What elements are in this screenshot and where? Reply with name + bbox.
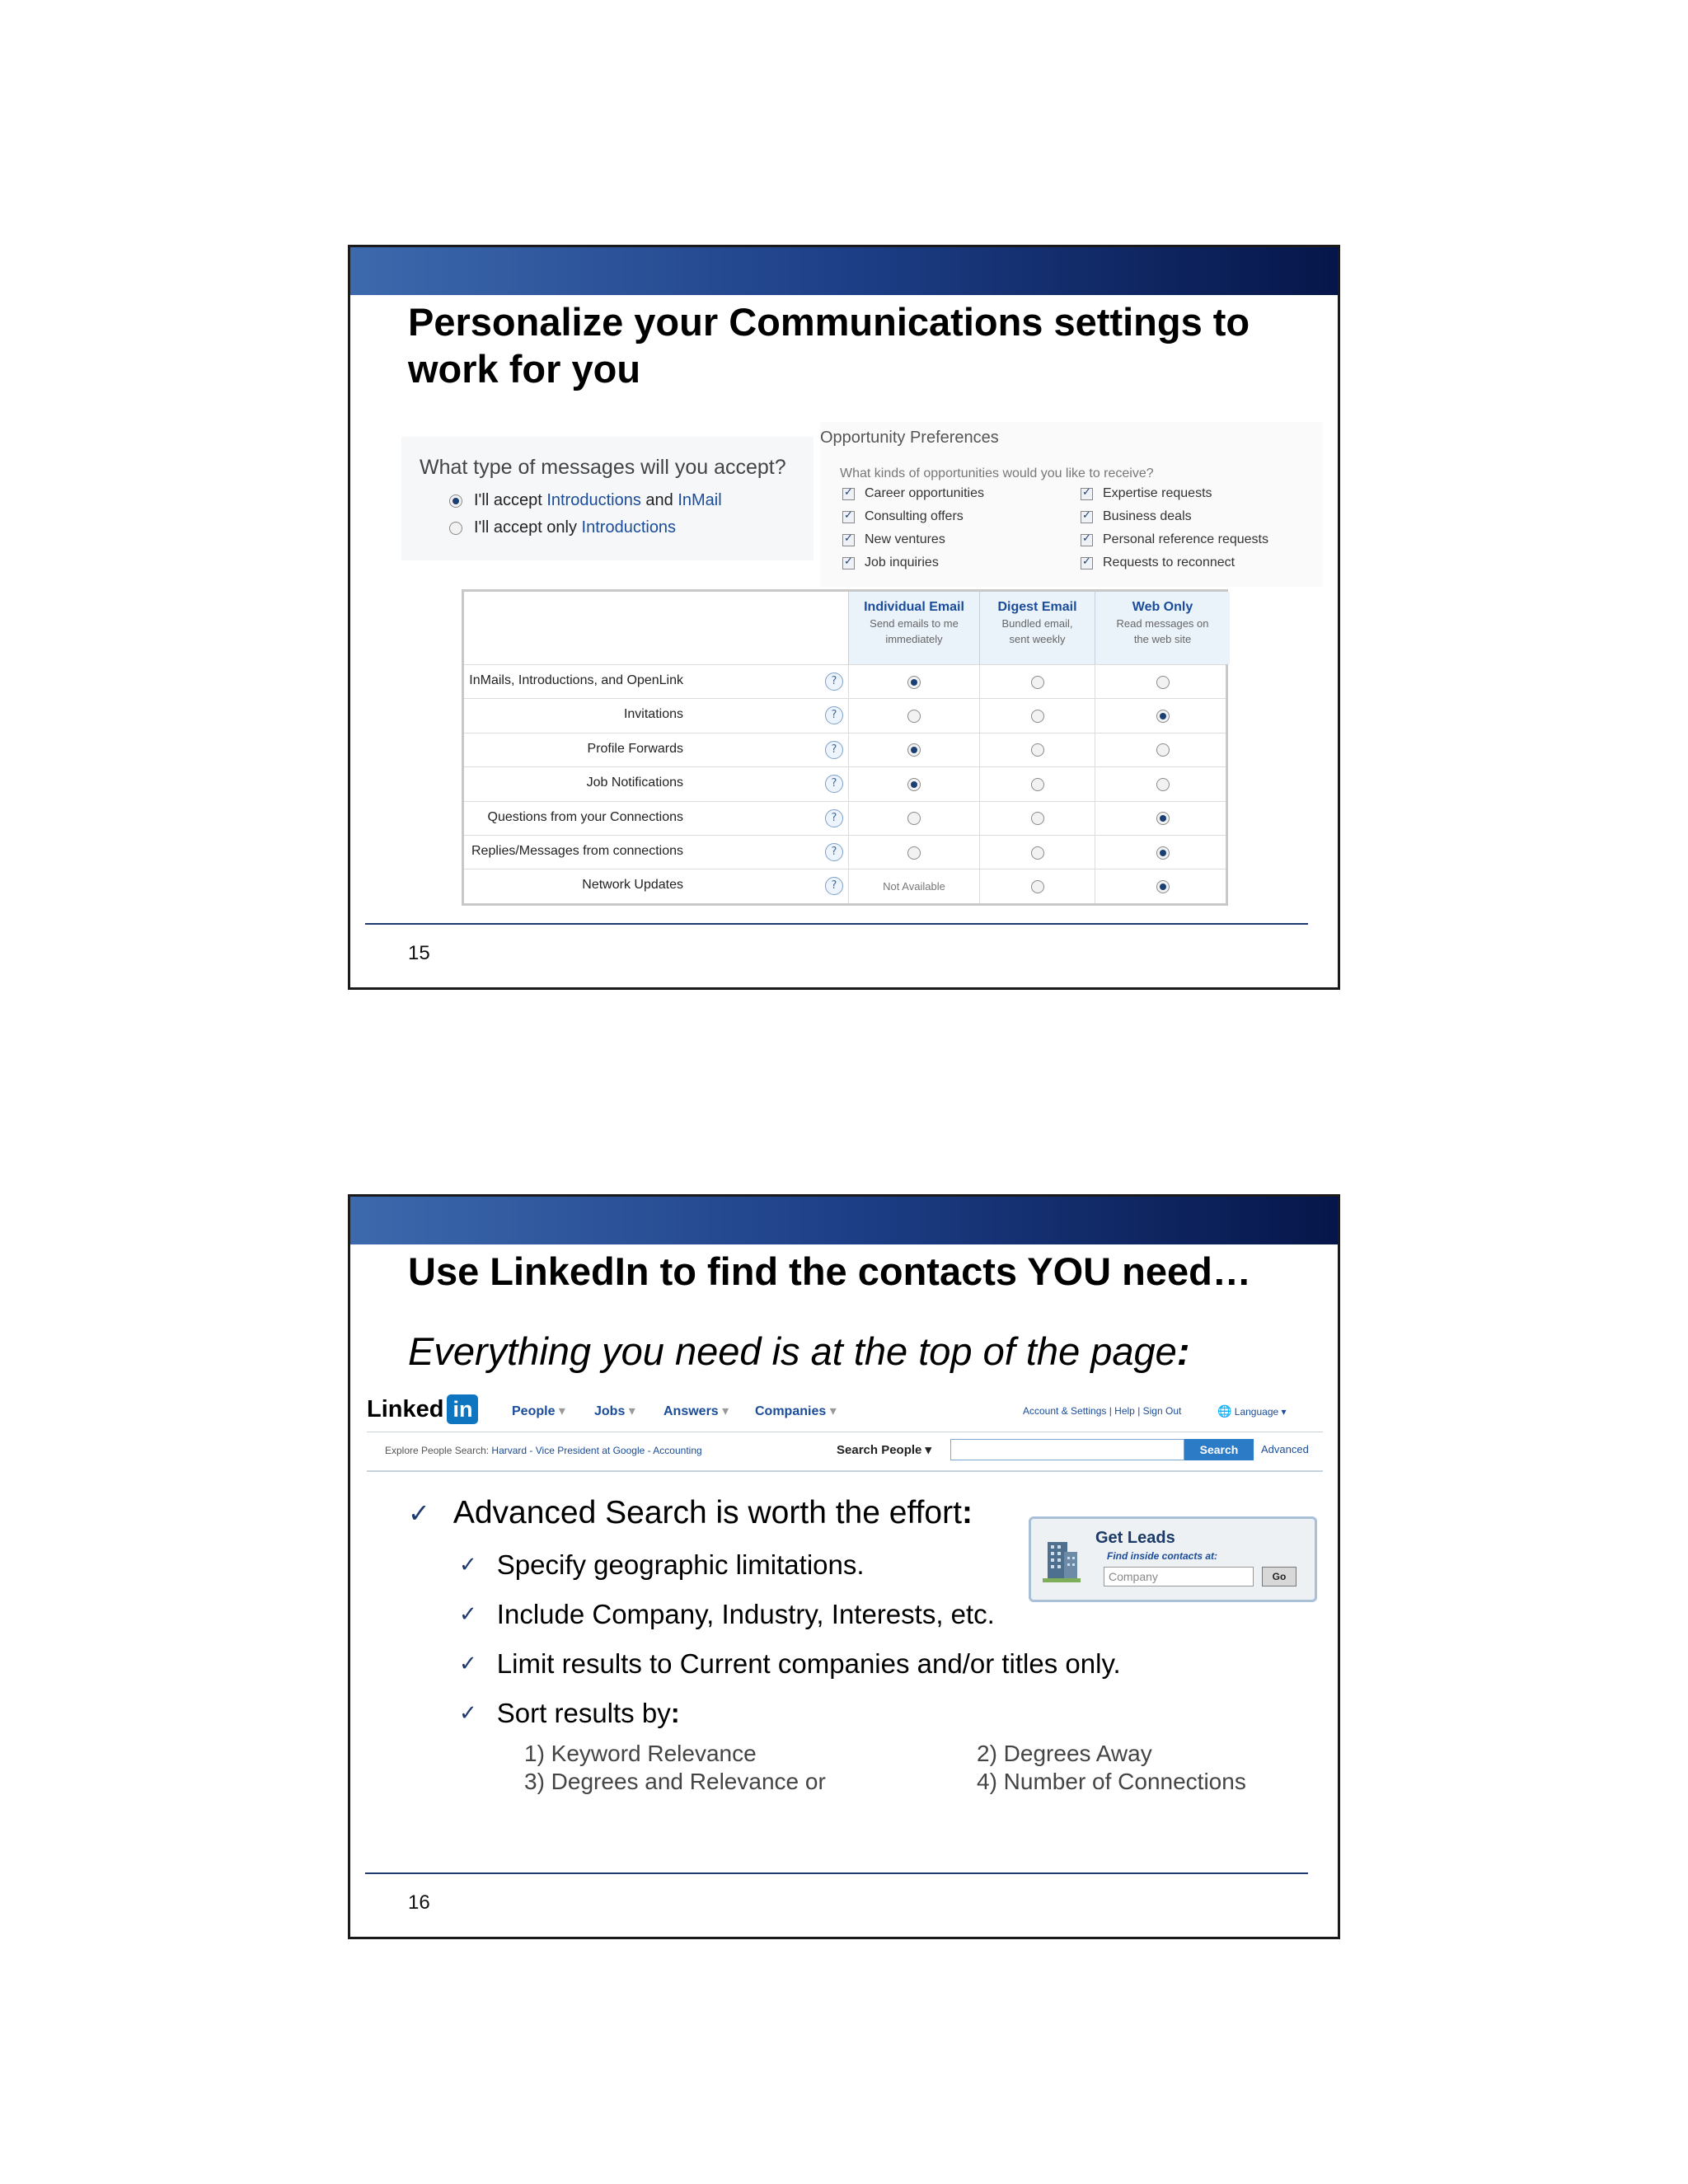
opportunity-checkbox[interactable]: ✓ Job inquiries	[842, 555, 939, 570]
page-number: 15	[408, 942, 430, 964]
radio-selected[interactable]	[1156, 880, 1170, 893]
table-cell	[979, 802, 1095, 836]
nav-people[interactable]: People ▾	[512, 1404, 565, 1418]
not-available-label: Not Available	[883, 880, 945, 893]
table-cell	[979, 733, 1095, 767]
row-label: Profile Forwards	[587, 741, 683, 756]
opportunity-checkbox[interactable]: ✓ Personal reference requests	[1081, 532, 1268, 547]
help-icon[interactable]: ?	[825, 775, 843, 793]
table-row	[464, 766, 1226, 800]
advanced-search-link[interactable]: Advanced	[1261, 1443, 1309, 1455]
help-icon[interactable]: ?	[825, 673, 843, 691]
help-icon[interactable]: ?	[825, 809, 843, 827]
accept-intro-only-option[interactable]: I'll accept only Introductions	[449, 518, 676, 537]
radio-unselected[interactable]	[1156, 743, 1170, 757]
message-type-question: What type of messages will you accept?	[420, 456, 786, 479]
opportunity-checkbox[interactable]: ✓ Expertise requests	[1081, 486, 1212, 501]
slide-header-band	[350, 1197, 1338, 1244]
slide-header-band	[350, 247, 1338, 295]
opportunity-checkbox[interactable]: ✓ Career opportunities	[842, 486, 984, 501]
table-cell	[979, 836, 1095, 869]
explore-people-search: Explore People Search: Harvard - Vice President at Google - Accounting	[385, 1445, 702, 1456]
checkmark-icon: ✓	[459, 1602, 477, 1627]
radio-selected[interactable]	[907, 676, 921, 689]
linkedin-logo[interactable]: Linked in	[367, 1394, 478, 1424]
opportunity-checkbox[interactable]: ✓ New ventures	[842, 532, 945, 547]
table-cell	[848, 836, 979, 869]
table-row	[464, 733, 1226, 766]
column-header-individual-email: Individual Email Send emails to me immediately	[848, 592, 979, 664]
sort-option: 4) Number of Connections	[977, 1769, 1246, 1794]
table-cell	[979, 699, 1095, 733]
row-label: Questions from your Connections	[487, 809, 683, 824]
nav-companies[interactable]: Companies ▾	[755, 1404, 837, 1418]
radio-selected[interactable]	[907, 778, 921, 791]
table-cell	[848, 869, 979, 903]
accept-intro-inmail-option[interactable]: I'll accept Introductions and InMail	[449, 491, 722, 510]
sub-bullet: ✓ Sort results by :	[459, 1698, 680, 1728]
search-button[interactable]: Search	[1184, 1439, 1254, 1460]
radio-unselected[interactable]	[1031, 710, 1044, 723]
radio-selected[interactable]	[907, 743, 921, 757]
checkmark-icon: ✓	[459, 1652, 477, 1676]
help-icon[interactable]: ?	[825, 741, 843, 759]
slide-title: Use LinkedIn to find the contacts YOU need…	[408, 1249, 1251, 1293]
sort-option: 3) Degrees and Relevance or	[524, 1769, 826, 1794]
table-row	[464, 869, 1226, 902]
help-icon[interactable]: ?	[825, 706, 843, 724]
sub-bullet: ✓ Limit results to Current companies and/or titles only.	[459, 1648, 1121, 1679]
table-row	[464, 835, 1226, 869]
row-label: Job Notifications	[586, 776, 683, 790]
help-icon[interactable]: ?	[825, 843, 843, 861]
help-icon[interactable]: ?	[825, 877, 843, 895]
table-cell	[1095, 699, 1230, 733]
table-row	[464, 801, 1226, 835]
radio-unselected[interactable]	[907, 846, 921, 860]
table-cell	[1095, 802, 1230, 836]
nav-answers[interactable]: Answers ▾	[663, 1404, 729, 1418]
search-scope-select[interactable]: Search People ▾	[837, 1443, 932, 1457]
table-cell	[979, 869, 1095, 903]
checkmark-icon: ✓	[459, 1553, 477, 1577]
account-links[interactable]: Account & Settings | Help | Sign Out	[1023, 1405, 1182, 1417]
opportunity-checkbox[interactable]: ✓ Requests to reconnect	[1081, 555, 1235, 570]
checkbox-checked[interactable]	[842, 557, 855, 569]
delivery-preferences-table	[462, 589, 1228, 906]
checkmark-icon: ✓	[408, 1497, 430, 1529]
row-label: Network Updates	[582, 878, 683, 893]
table-cell	[1095, 665, 1230, 699]
checkbox-checked[interactable]	[1081, 511, 1093, 523]
radio-unselected[interactable]	[1031, 880, 1044, 893]
table-cell	[979, 665, 1095, 699]
checkbox-checked[interactable]	[842, 488, 855, 500]
footer-rule	[365, 923, 1308, 925]
table-cell	[1095, 733, 1230, 767]
radio-unselected[interactable]	[1031, 778, 1044, 791]
row-label: Replies/Messages from connections	[471, 844, 683, 858]
nav-jobs[interactable]: Jobs ▾	[594, 1404, 635, 1418]
checkmark-icon: ✓	[459, 1701, 477, 1726]
sub-bullet: ✓ Include Company, Industry, Interests, etc.	[459, 1599, 995, 1629]
language-menu[interactable]: 🌐 Language ▾	[1217, 1405, 1287, 1418]
table-row	[464, 698, 1226, 732]
slide-15	[348, 245, 1340, 990]
checkbox-checked[interactable]	[842, 511, 855, 523]
radio-unselected[interactable]	[1031, 676, 1044, 689]
search-input[interactable]	[950, 1439, 1184, 1460]
table-cell	[1095, 869, 1230, 903]
radio-unselected[interactable]	[1156, 778, 1170, 791]
sort-option: 1) Keyword Relevance	[524, 1741, 757, 1766]
table-cell	[1095, 836, 1230, 869]
radio-unselected[interactable]	[1156, 676, 1170, 689]
row-label: Invitations	[623, 707, 683, 722]
slide-16	[348, 1194, 1340, 1939]
checkbox-checked[interactable]	[842, 534, 855, 546]
radio-unselected[interactable]	[907, 710, 921, 723]
table-cell	[848, 699, 979, 733]
checkbox-checked[interactable]	[1081, 534, 1093, 546]
checkbox-checked[interactable]	[1081, 488, 1093, 500]
go-button[interactable]: Go	[1262, 1567, 1296, 1586]
table-cell	[848, 802, 979, 836]
radio-selected[interactable]	[1156, 812, 1170, 825]
radio-unselected[interactable]	[907, 812, 921, 825]
table-cell	[848, 665, 979, 699]
table-cell	[979, 767, 1095, 801]
slide-subtitle: Everything you need is at the top of the page:	[408, 1329, 1190, 1373]
sort-option: 2) Degrees Away	[977, 1741, 1152, 1766]
get-leads-widget: Get Leads Find inside contacts at: Company Go	[1029, 1516, 1317, 1602]
opportunity-checkbox[interactable]: ✓ Business deals	[1081, 509, 1192, 524]
company-input[interactable]: Company	[1104, 1567, 1254, 1586]
main-bullet: ✓ Advanced Search is worth the effort :	[408, 1495, 973, 1530]
table-cell	[1095, 767, 1230, 801]
opportunity-title: Opportunity Preferences	[820, 429, 999, 447]
page-number: 16	[408, 1891, 430, 1914]
column-header-digest-email: Digest Email Bundled email, sent weekly	[979, 592, 1095, 664]
radio-selected[interactable]	[449, 494, 462, 508]
table-cell	[848, 733, 979, 767]
radio-unselected[interactable]	[1031, 743, 1044, 757]
sub-bullet: ✓ Specify geographic limitations.	[459, 1549, 865, 1580]
radio-selected[interactable]	[1156, 846, 1170, 860]
opportunity-checkbox[interactable]: ✓ Consulting offers	[842, 509, 964, 524]
opportunity-question: What kinds of opportunities would you like to receive?	[840, 466, 1154, 480]
checkbox-checked[interactable]	[1081, 557, 1093, 569]
radio-unselected[interactable]	[1031, 812, 1044, 825]
column-header-web-only: Web Only Read messages on the web site	[1095, 592, 1230, 664]
table-cell	[848, 767, 979, 801]
globe-icon: 🌐	[1217, 1405, 1232, 1418]
row-label: InMails, Introductions, and OpenLink	[469, 673, 683, 687]
slide-title: Personalize your Communications settings to work for you	[408, 300, 1250, 391]
radio-unselected[interactable]	[449, 522, 462, 535]
footer-rule	[365, 1872, 1308, 1874]
table-row	[464, 664, 1226, 698]
building-icon	[1043, 1537, 1081, 1583]
header-bottom-border	[367, 1470, 1323, 1472]
radio-unselected[interactable]	[1031, 846, 1044, 860]
radio-selected[interactable]	[1156, 710, 1170, 723]
